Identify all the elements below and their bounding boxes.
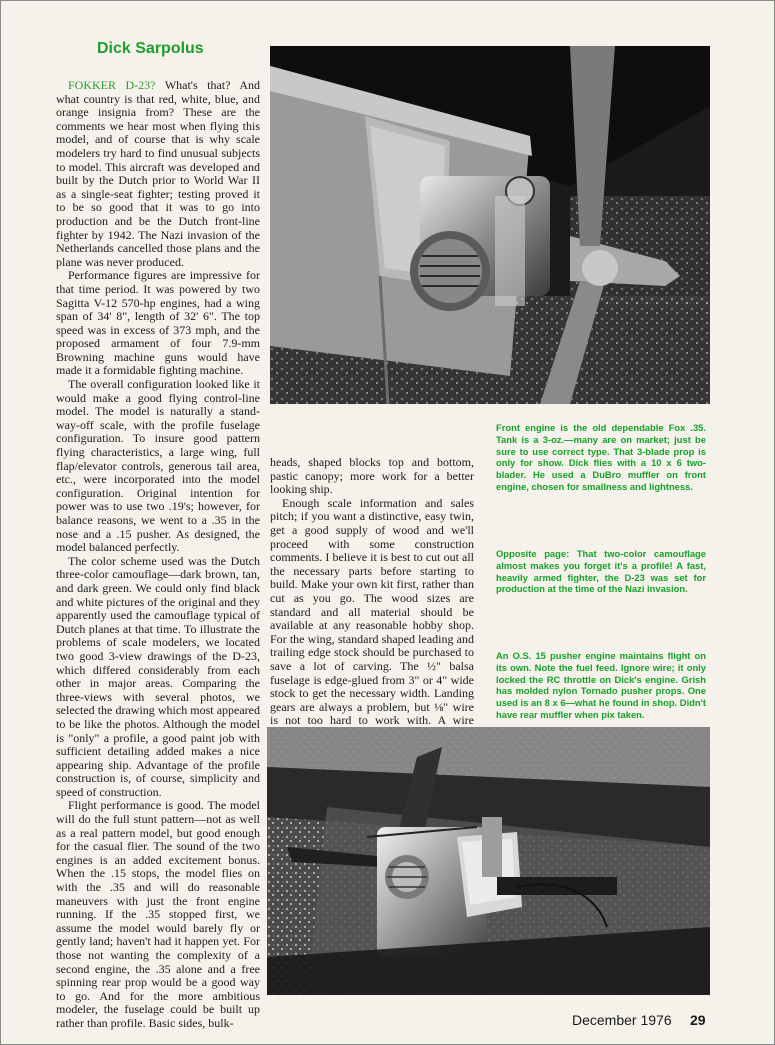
intro-text: What's that? And what country is that red, white, blue, and orange insignia from? These are the comments we hear most when flying this model, and of course that is why scale modelers try hard to find unusual subjects to model. This aircraft was developed and built by the Dutch prior to World War II as a single-seat fighter; testing proved it to be so good that it was to go into production and be the Dutch front-line fighter by 1942. The Nazi invasion of the Netherlands cancelled those plans and the plane was never produced. [56,78,260,269]
text-column-right [270,456,474,741]
paragraph-continuation: heads, shaped blocks top and bottom, pastic canopy; more work for a better looking ship. [270,455,474,497]
author-byline: Dick Sarpolus [97,40,204,57]
page-number: 29 [690,1012,706,1028]
lead-in: FOKKER D-23? [68,78,156,92]
paragraph-performance: Performance figures are impressive for that time period. It was powered by two Sagitta V-12 570-hp engines, had a wing span of 34' 8", length of 32' 6". The top speed was in excess of 373 mph, and the proposed armament of four 7.9-mm Browning machine guns would have made it a formidable fighting machine. [56,268,260,378]
front-engine-photo [270,46,710,404]
paragraph-configuration: The overall configuration looked like it would make a good flying control-line model. The model is naturally a stand-way-off scale, with the profile fuselage configuration. To insure good pattern flying characteristics, a large wing, full flap/elevator controls, generous tail area, etc., were incorporated into the model configuration. Original intention for power was to use two .19's; however, for balance reasons, we went to a .35 in the nose and a .15 pusher. As designed, the model balanced perfectly. [56,377,260,555]
text-column-left [56,79,260,1031]
caption-pusher-engine: An O.S. 15 pusher engine maintains flight on its own. Note the fuel feed. Ignore wire; it only locked the RC throttle on Dick's engine. Grish has molded nylon Tornado pusher props. One used is an 8 x 6—what he found in shop. Didn't have rear muffler when pix taken. [496,650,706,720]
paragraph-color-scheme: The color scheme used was the Dutch three-color camouflage—dark brown, tan, and dark green. We could only find black and white pictures of the original and they apparently used the camouflage typical of Dutch planes at that time. To illustrate the problems of scale modelers, we located two good 3-view drawings of the D-23, which differed considerably from each other in major areas. Comparing the three-views with several photos, we selected the drawing which most appeared to be like the photos. Although the model is "only" a profile, a good paint job with sufficient detailing added makes a nice appearing ship. Advantage of the profile construction is, of course, simplicity and speed of construction. [56,553,260,799]
paragraph-flight-performance: Flight performance is good. The model will do the full stunt pattern—not as well as a real pattern model, but good enough for the casual flier. The sound of the two engines is an added excitement bonus. When the .15 stops, the model flies on with the .35 and will do reasonable maneuvers with just the front engine running. If the .35 stopped first, we assume the model would barely fly or gently land; haven't had it happen yet. For those not wanting the complexity of a second engine, the .35 alone and a free spinning rear prop would be a good way to go. And for the more ambitious modeler, the fuselage could be built up rather than profile. Basic sides, bulk- [56,798,260,1030]
caption-opposite-page: Opposite page: That two-color camouflage almost makes you forget it's a profile! A fast, heavily armed fighter, the D-23 was set for production at the time of the Nazi invasion. [496,548,706,595]
pusher-engine-photo [267,727,710,995]
paragraph-construction: Enough scale information and sales pitch; if you want a distinctive, easy twin, get a good supply of wood and we'll proceed with some construction comments. I believe it is best to cut out all the necessary parts before starting to build. Make your own kit first, rather than cut as you go. The wood sizes are standard and all material should be available at any reasonable hobby shop. For the wing, standard shaped leading and trailing edge stock should be purchased to save a lot of carving. The ½" balsa fuselage is edge-glued from 3" or 4" wide stock to get the necessary width. Landing gears are always a problem, but ⅛" wire is not too hard to work with. A wire [270,495,474,728]
paragraph-intro [56,79,260,269]
issue-date: December 1976 [572,1012,672,1028]
caption-front-engine: Front engine is the old dependable Fox .35. Tank is a 3-oz.—many are on market; just be sure to use correct type. That 3-blade prop is only for show. Dick flies with a 10 x 6 two-blader. He used a DuBro muffler on front engine, chosen for smallness and lightness. [496,422,706,492]
